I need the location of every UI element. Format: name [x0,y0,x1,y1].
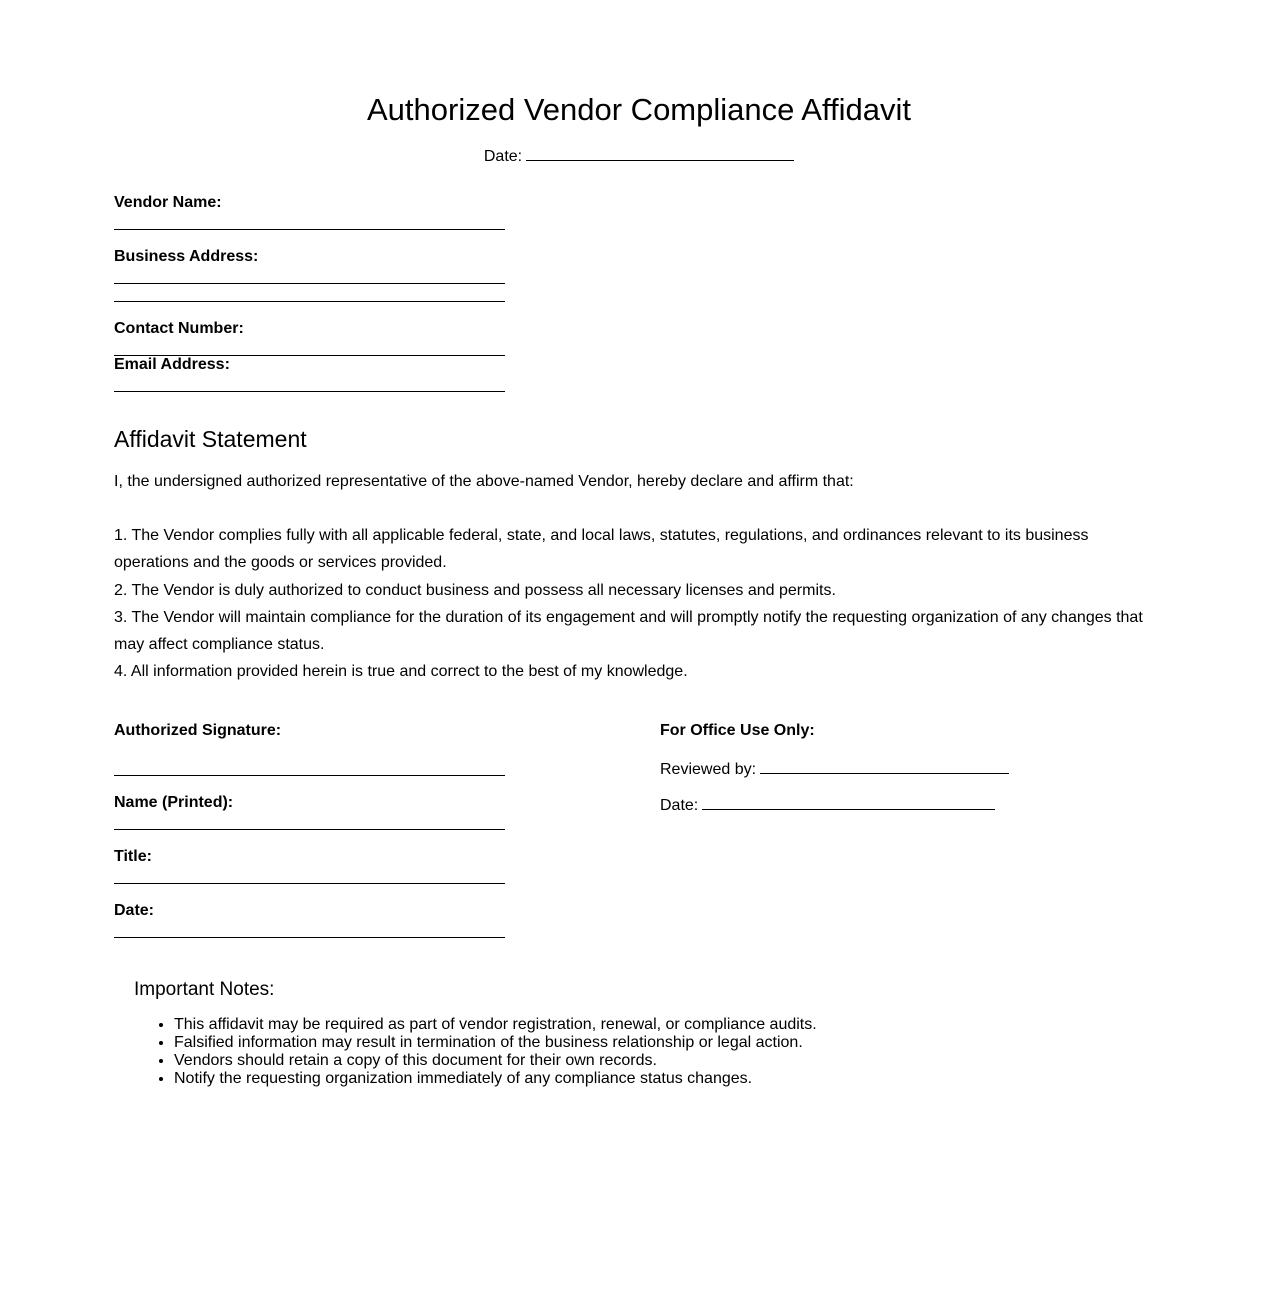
email-address-label: Email Address: [114,356,230,373]
note-item: • Falsified information may result in termination of the business relationship or legal action. [174,1034,817,1052]
office-date-label: Date: [660,797,699,814]
note-item: • Vendors should retain a copy of this document for their own records. [174,1052,817,1070]
statement-intro: I, the undersigned authorized representative of the above-named Vendor, hereby declare and affirm that: [114,473,854,490]
note-item: • Notify the requesting organization immediately of any compliance status changes. [174,1070,817,1088]
note-item: • This affidavit may be required as part of vendor registration, renewal, or compliance audits. [174,1016,817,1034]
document-date-row [0,144,1278,167]
statement-item-2: 2. The Vendor is duly authorized to conduct business and possess all necessary licenses and permits. [114,581,836,599]
important-notes-heading: Important Notes: [134,979,275,1000]
authorized-signature-field[interactable] [114,775,505,776]
vendor-name-field[interactable] [114,229,505,230]
document-title: Authorized Vendor Compliance Affidavit [367,92,911,127]
signer-title-label: Title: [114,848,152,865]
office-use-heading: For Office Use Only: [660,722,815,739]
statement-item-1: 1. The Vendor complies fully with all applicable federal, state, and local laws, statutes, regulations, and ordinances relevant to its business operations and the goods or services provided. [114,527,1089,572]
document-date-field[interactable] [526,144,794,161]
reviewed-by-row [660,757,1009,780]
affidavit-statement-heading: Affidavit Statement [114,426,307,452]
office-date-row [660,793,995,816]
office-date-field[interactable] [702,793,995,810]
name-printed-label: Name (Printed): [114,794,234,811]
reviewed-by-label: Reviewed by: [660,761,757,778]
signer-title-field[interactable] [114,883,505,884]
business-address-field-line-1[interactable] [114,283,505,284]
document-date-label: Date: [483,148,523,165]
authorized-signature-label: Authorized Signature: [114,722,282,739]
name-printed-field[interactable] [114,829,505,830]
business-address-field-line-2[interactable] [114,301,505,302]
signature-date-label: Date: [114,902,155,919]
contact-number-label: Contact Number: [114,320,244,337]
statement-item-4: 4. All information provided herein is true and correct to the best of my knowledge. [114,663,688,681]
affidavit-statement-body [114,468,1159,685]
business-address-label: Business Address: [114,248,259,265]
statement-item-3: 3. The Vendor will maintain compliance for the duration of its engagement and will promptly notify the requesting organization of any changes that may affect compliance status. [114,608,1143,654]
vendor-name-label: Vendor Name: [114,194,222,211]
reviewed-by-field[interactable] [760,757,1009,774]
signature-date-field[interactable] [114,937,505,938]
email-address-field[interactable] [114,391,505,392]
important-notes-list [134,1016,817,1088]
